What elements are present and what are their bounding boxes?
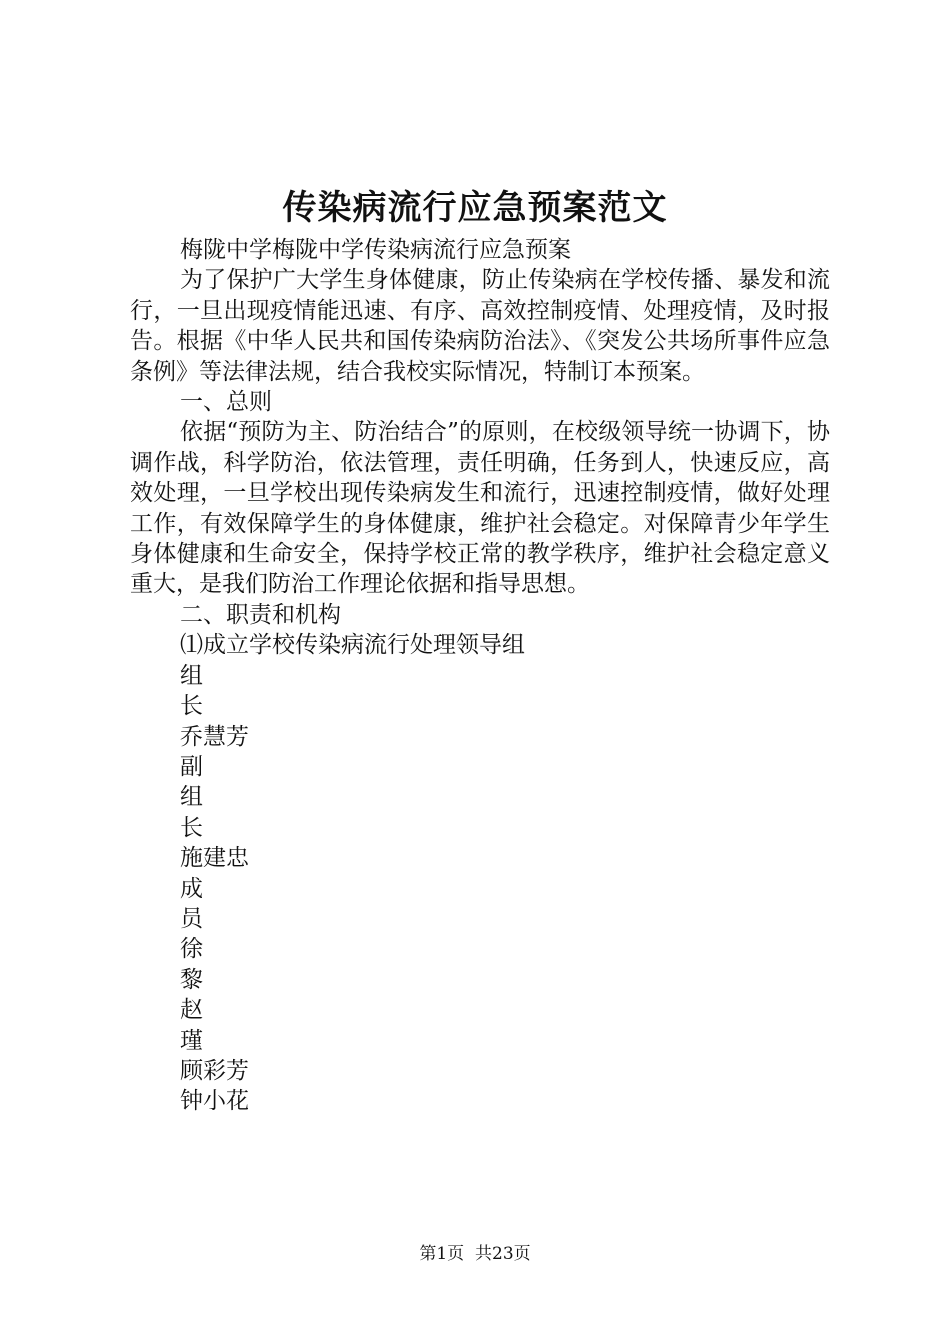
- roster-line: 组: [180, 784, 203, 811]
- roster-line: 副: [180, 753, 203, 780]
- roster-line: 施建忠: [180, 845, 249, 872]
- roster-line: 钟小花: [180, 1088, 249, 1115]
- roster-line: 黎: [180, 966, 203, 993]
- roster-line: 长: [180, 814, 203, 841]
- roster-line: 组: [180, 662, 203, 689]
- document-body: [130, 235, 830, 1117]
- document-subtitle: 梅陇中学梅陇中学传染病流行应急预案: [180, 237, 571, 263]
- section-heading-duties: 二、职责和机构: [180, 601, 341, 628]
- general-paragraph: 依据“预防为主、防治结合”的原则，在校级领导统一协调下，协调作战，科学防治，依法管理，责任明确，任务到人，快速反应，高效处理，一旦学校出现传染病发生和流行，迅速控制疫情，做好处理工作，有效保障学生的身体健康，维护社会稳定。对保障青少年学生身体健康和生命安全，保持学校正常的教学秩序，维护社会稳定意义重大，是我们防治工作理论依据和指导思想。: [130, 419, 830, 598]
- roster-line: 员: [180, 905, 203, 932]
- section-heading-general: 一、总则: [180, 389, 272, 416]
- intro-paragraph: 为了保护广大学生身体健康，防止传染病在学校传播、暴发和流行，一旦出现疫情能迅速、有序、高效控制疫情、处理疫情，及时报告。根据《中华人民共和国传染病防治法》、《突发公共场所事件应急条例》等法律法规，结合我校实际情况，特制订本预案。: [130, 267, 830, 385]
- page-footer: [0, 1240, 950, 1268]
- subsection-heading-leadership: ⑴成立学校传染病流行处理领导组: [180, 632, 525, 659]
- page-number: 第1页: [419, 1244, 465, 1264]
- roster-list: [130, 661, 830, 1117]
- roster-line: 赵: [180, 997, 203, 1024]
- roster-line: 乔慧芳: [180, 723, 249, 750]
- roster-line: 瑾: [180, 1027, 203, 1054]
- roster-line: 顾彩芳: [180, 1057, 249, 1084]
- roster-line: 成: [180, 875, 203, 902]
- page-total: 共23页: [475, 1244, 531, 1264]
- document-title: 传染病流行应急预案范文: [282, 188, 668, 228]
- roster-line: 长: [180, 693, 203, 720]
- roster-line: 徐: [180, 936, 203, 963]
